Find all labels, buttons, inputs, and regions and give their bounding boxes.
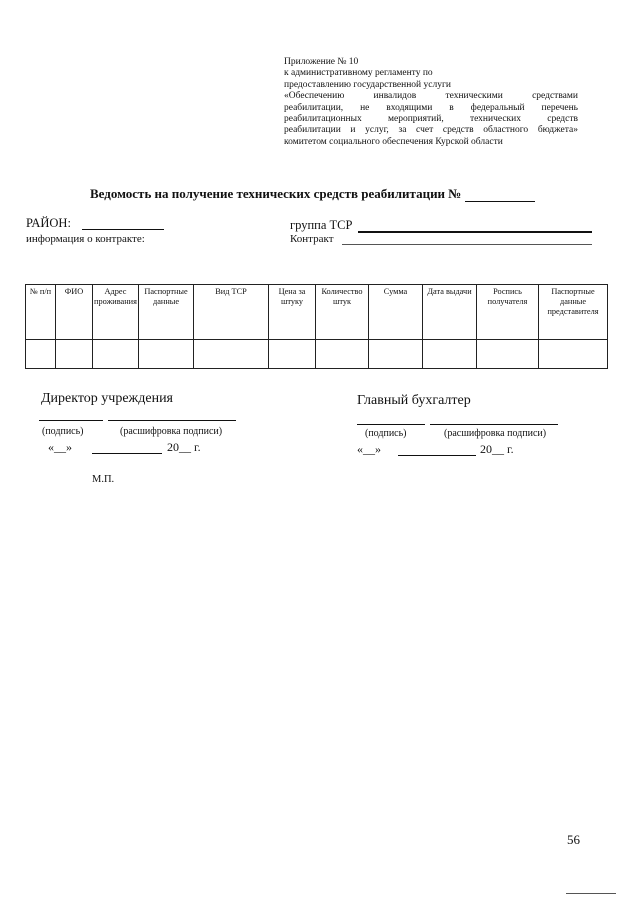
col-header-passport: Паспортные данные (139, 285, 194, 340)
director-date-year: 20__ г. (167, 440, 201, 454)
document-title-text: Ведомость на получение технических средств реабилитации № (90, 186, 462, 201)
appendix-line: к административному регламенту по (284, 68, 433, 79)
appendix-block (284, 57, 578, 148)
page-number: 56 (567, 832, 580, 847)
accountant-sign-line (357, 424, 425, 425)
distribution-table (25, 284, 608, 369)
document-title (90, 186, 535, 202)
accountant-date-blank (398, 455, 476, 456)
director-decode-label: (расшифровка подписи) (120, 426, 223, 437)
table-cell[interactable] (477, 340, 539, 369)
title-number-blank (465, 189, 535, 202)
group-blank (358, 231, 592, 233)
director-sign-label: (подпись) (42, 426, 84, 437)
col-header-sum: Сумма (369, 285, 423, 340)
accountant-decode-line (430, 424, 558, 425)
region-blank (82, 229, 164, 230)
footer-rule (566, 893, 616, 894)
appendix-line: реабилитационных мероприятий, технических средств (284, 114, 578, 125)
table-row (26, 340, 608, 369)
appendix-number: Приложение № 10 (284, 57, 359, 67)
table-cell[interactable] (269, 340, 316, 369)
accountant-sign-label: (подпись) (365, 428, 407, 439)
table-header-row (26, 285, 608, 340)
accountant-date-year: 20__ г. (480, 442, 514, 456)
director-sign-line (39, 420, 103, 421)
table-cell[interactable] (316, 340, 369, 369)
accountant-decode-label: (расшифровка подписи) (444, 428, 547, 439)
table-cell[interactable] (56, 340, 93, 369)
appendix-line: реабилитации, не входящими в федеральный перечень (284, 102, 578, 113)
col-header-name: ФИО (56, 285, 93, 340)
table-cell[interactable] (539, 340, 608, 369)
region-label: РАЙОН: (26, 216, 71, 230)
director-decode-line (108, 420, 236, 421)
appendix-line: комитетом социального обеспечения Курской области (284, 136, 503, 147)
col-header-signature: Роспись получателя (477, 285, 539, 340)
appendix-line: «Обеспечению инвалидов техническими средствами (284, 91, 578, 102)
col-header-issue-date: Дата выдачи (423, 285, 477, 340)
table-cell[interactable] (139, 340, 194, 369)
contract-label: Контракт (290, 233, 334, 245)
appendix-line: предоставлению государственной услуги (284, 79, 451, 90)
col-header-quantity: Количество штук (316, 285, 369, 340)
table-cell[interactable] (26, 340, 56, 369)
col-header-rep-passport: Паспортные данные представителя (539, 285, 608, 340)
accountant-date-day: «__» (357, 442, 381, 456)
table-cell[interactable] (194, 340, 269, 369)
col-header-address: Адрес проживания (93, 285, 139, 340)
col-header-number: № п/п (26, 285, 56, 340)
contract-blank (342, 244, 592, 245)
director-date-blank (92, 453, 162, 454)
table-cell[interactable] (423, 340, 477, 369)
group-label: группа ТСР (290, 218, 353, 232)
appendix-line: реабилитации и услуг, за счет средств областного бюджета» (284, 125, 578, 136)
table-cell[interactable] (93, 340, 139, 369)
director-date-day: «__» (48, 440, 72, 454)
stamp-label: М.П. (92, 474, 115, 485)
accountant-title: Главный бухгалтер (357, 393, 471, 408)
table-cell[interactable] (369, 340, 423, 369)
contract-info-label: информация о контракте: (26, 233, 145, 245)
director-title: Директор учреждения (41, 391, 173, 406)
col-header-tsr-type: Вид ТСР (194, 285, 269, 340)
col-header-price: Цена за штуку (269, 285, 316, 340)
